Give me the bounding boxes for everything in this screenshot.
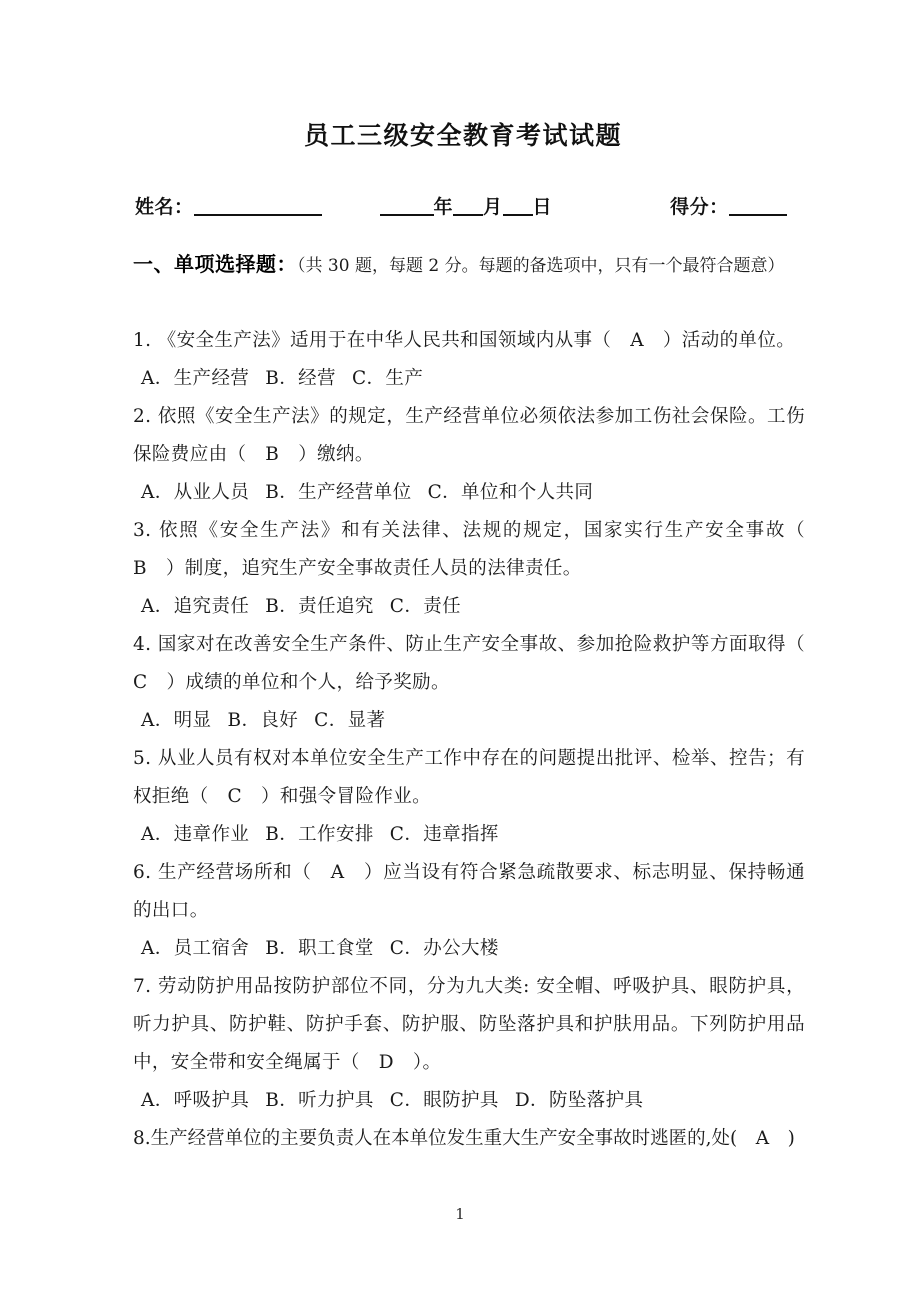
questions-list	[133, 322, 824, 1158]
name-label: 姓名：	[135, 196, 194, 218]
question-number: 5.	[133, 748, 152, 769]
question-block	[133, 854, 805, 968]
page-title: 员工三级安全教育考试试题	[303, 121, 622, 150]
option-choice[interactable]: C．眼防护具	[389, 1090, 499, 1111]
question-stem	[133, 1120, 805, 1158]
question-block	[133, 626, 824, 740]
question-number: 4.	[133, 634, 152, 655]
option-choice[interactable]: B．经营	[265, 368, 336, 389]
option-choice[interactable]: B．职工食堂	[265, 938, 374, 959]
option-choice[interactable]: D．防坠落护具	[514, 1090, 644, 1111]
question-stem	[133, 398, 805, 474]
option-choice[interactable]: B．良好	[227, 710, 299, 731]
question-text: 依照《安全生产法》和有关法律、法规的规定，国家实行生产安全事故（ B ）制度，追究生产安全事故责任人员的法律责任。	[133, 520, 824, 579]
question-options	[133, 702, 805, 740]
option-choice[interactable]: C．显著	[314, 710, 386, 731]
question-text: 劳动防护用品按防护部位不同，分为九大类: 安全帽、呼吸护具、眼防护具，听力护具、防护鞋、防护手套、防护服、防坠落护具和护肤用品。下列防护用品中，安全带和安全绳属于（ D ）。	[133, 976, 805, 1073]
question-text: 生产经营单位的主要负责人在本单位发生重大生产安全事故时逃匿的,处( A )	[150, 1128, 795, 1149]
option-choice[interactable]: B．听力护具	[265, 1090, 374, 1111]
question-text: 《安全生产法》适用于在中华人民共和国领域内从事（ A ）活动的单位。	[151, 330, 796, 351]
question-stem	[133, 626, 824, 702]
question-number: 8.	[133, 1128, 151, 1149]
question-number: 3.	[133, 520, 152, 541]
option-choice[interactable]: A．生产经营	[141, 368, 250, 389]
question-number: 6.	[133, 862, 152, 883]
question-options	[133, 474, 805, 512]
year-input-blank[interactable]	[380, 195, 434, 216]
question-block	[133, 512, 824, 626]
question-stem	[133, 322, 805, 360]
name-input-blank[interactable]	[194, 195, 322, 216]
question-options	[133, 930, 805, 968]
question-number: 2.	[133, 406, 152, 427]
question-number: 1.	[133, 330, 152, 351]
question-stem	[133, 512, 824, 588]
question-block	[133, 740, 805, 854]
option-choice[interactable]: A．员工宿舍	[141, 938, 250, 959]
option-choice[interactable]: A．追究责任	[141, 596, 250, 617]
question-options	[133, 588, 805, 626]
option-choice[interactable]: C．责任	[389, 596, 462, 617]
question-number: 7.	[133, 976, 152, 997]
option-choice[interactable]: C．生产	[351, 368, 424, 389]
month-label: 月	[483, 196, 503, 218]
question-block	[133, 322, 805, 398]
option-choice[interactable]: A．呼吸护具	[141, 1090, 250, 1111]
option-choice[interactable]: C．违章指挥	[389, 824, 499, 845]
score-label: 得分：	[670, 196, 729, 218]
question-options	[133, 816, 805, 854]
question-stem	[133, 968, 805, 1082]
option-choice[interactable]: B．生产经营单位	[265, 482, 412, 503]
question-text: 国家对在改善安全生产条件、防止生产安全事故、参加抢险救护等方面取得（ C ）成绩的单位和个人，给予奖励。	[133, 634, 824, 693]
section-heading	[133, 246, 798, 285]
option-choice[interactable]: A．违章作业	[141, 824, 250, 845]
option-choice[interactable]: C．办公大楼	[389, 938, 499, 959]
section-note: （共 30 题，每题 2 分。每题的备选项中，只有一个最符合题意）	[297, 256, 785, 276]
question-text: 从业人员有权对本单位安全生产工作中存在的问题提出批评、检举、控告；有权拒绝（ C ）和强令冒险作业。	[133, 748, 805, 807]
question-block	[133, 1120, 805, 1158]
month-input-blank[interactable]	[453, 195, 483, 216]
option-choice[interactable]: C．单位和个人共同	[427, 482, 594, 503]
score-field-group	[670, 192, 787, 219]
score-input-blank[interactable]	[729, 195, 787, 216]
option-choice[interactable]: B．责任追究	[265, 596, 374, 617]
page-number: 1	[455, 1205, 465, 1223]
question-block	[133, 398, 805, 512]
option-choice[interactable]: B．工作安排	[265, 824, 374, 845]
question-block	[133, 968, 805, 1120]
section-label: 一、单项选择题：	[133, 252, 297, 276]
date-field-group	[380, 192, 553, 219]
day-label: 日	[532, 196, 553, 218]
question-options	[133, 360, 805, 398]
question-stem	[133, 854, 805, 930]
option-choice[interactable]: A．明显	[141, 710, 212, 731]
name-field-group	[135, 192, 322, 219]
option-choice[interactable]: A．从业人员	[141, 482, 250, 503]
day-input-blank[interactable]	[503, 195, 533, 216]
question-stem	[133, 740, 805, 816]
year-label: 年	[433, 196, 454, 218]
question-text: 生产经营场所和（ A ）应当设有符合紧急疏散要求、标志明显、保持畅通的出口。	[133, 862, 805, 921]
question-options	[133, 1082, 805, 1120]
exam-info-line	[135, 192, 795, 219]
question-text: 依照《安全生产法》的规定，生产经营单位必须依法参加工伤社会保险。工伤保险费应由（ B ）缴纳。	[133, 406, 805, 465]
